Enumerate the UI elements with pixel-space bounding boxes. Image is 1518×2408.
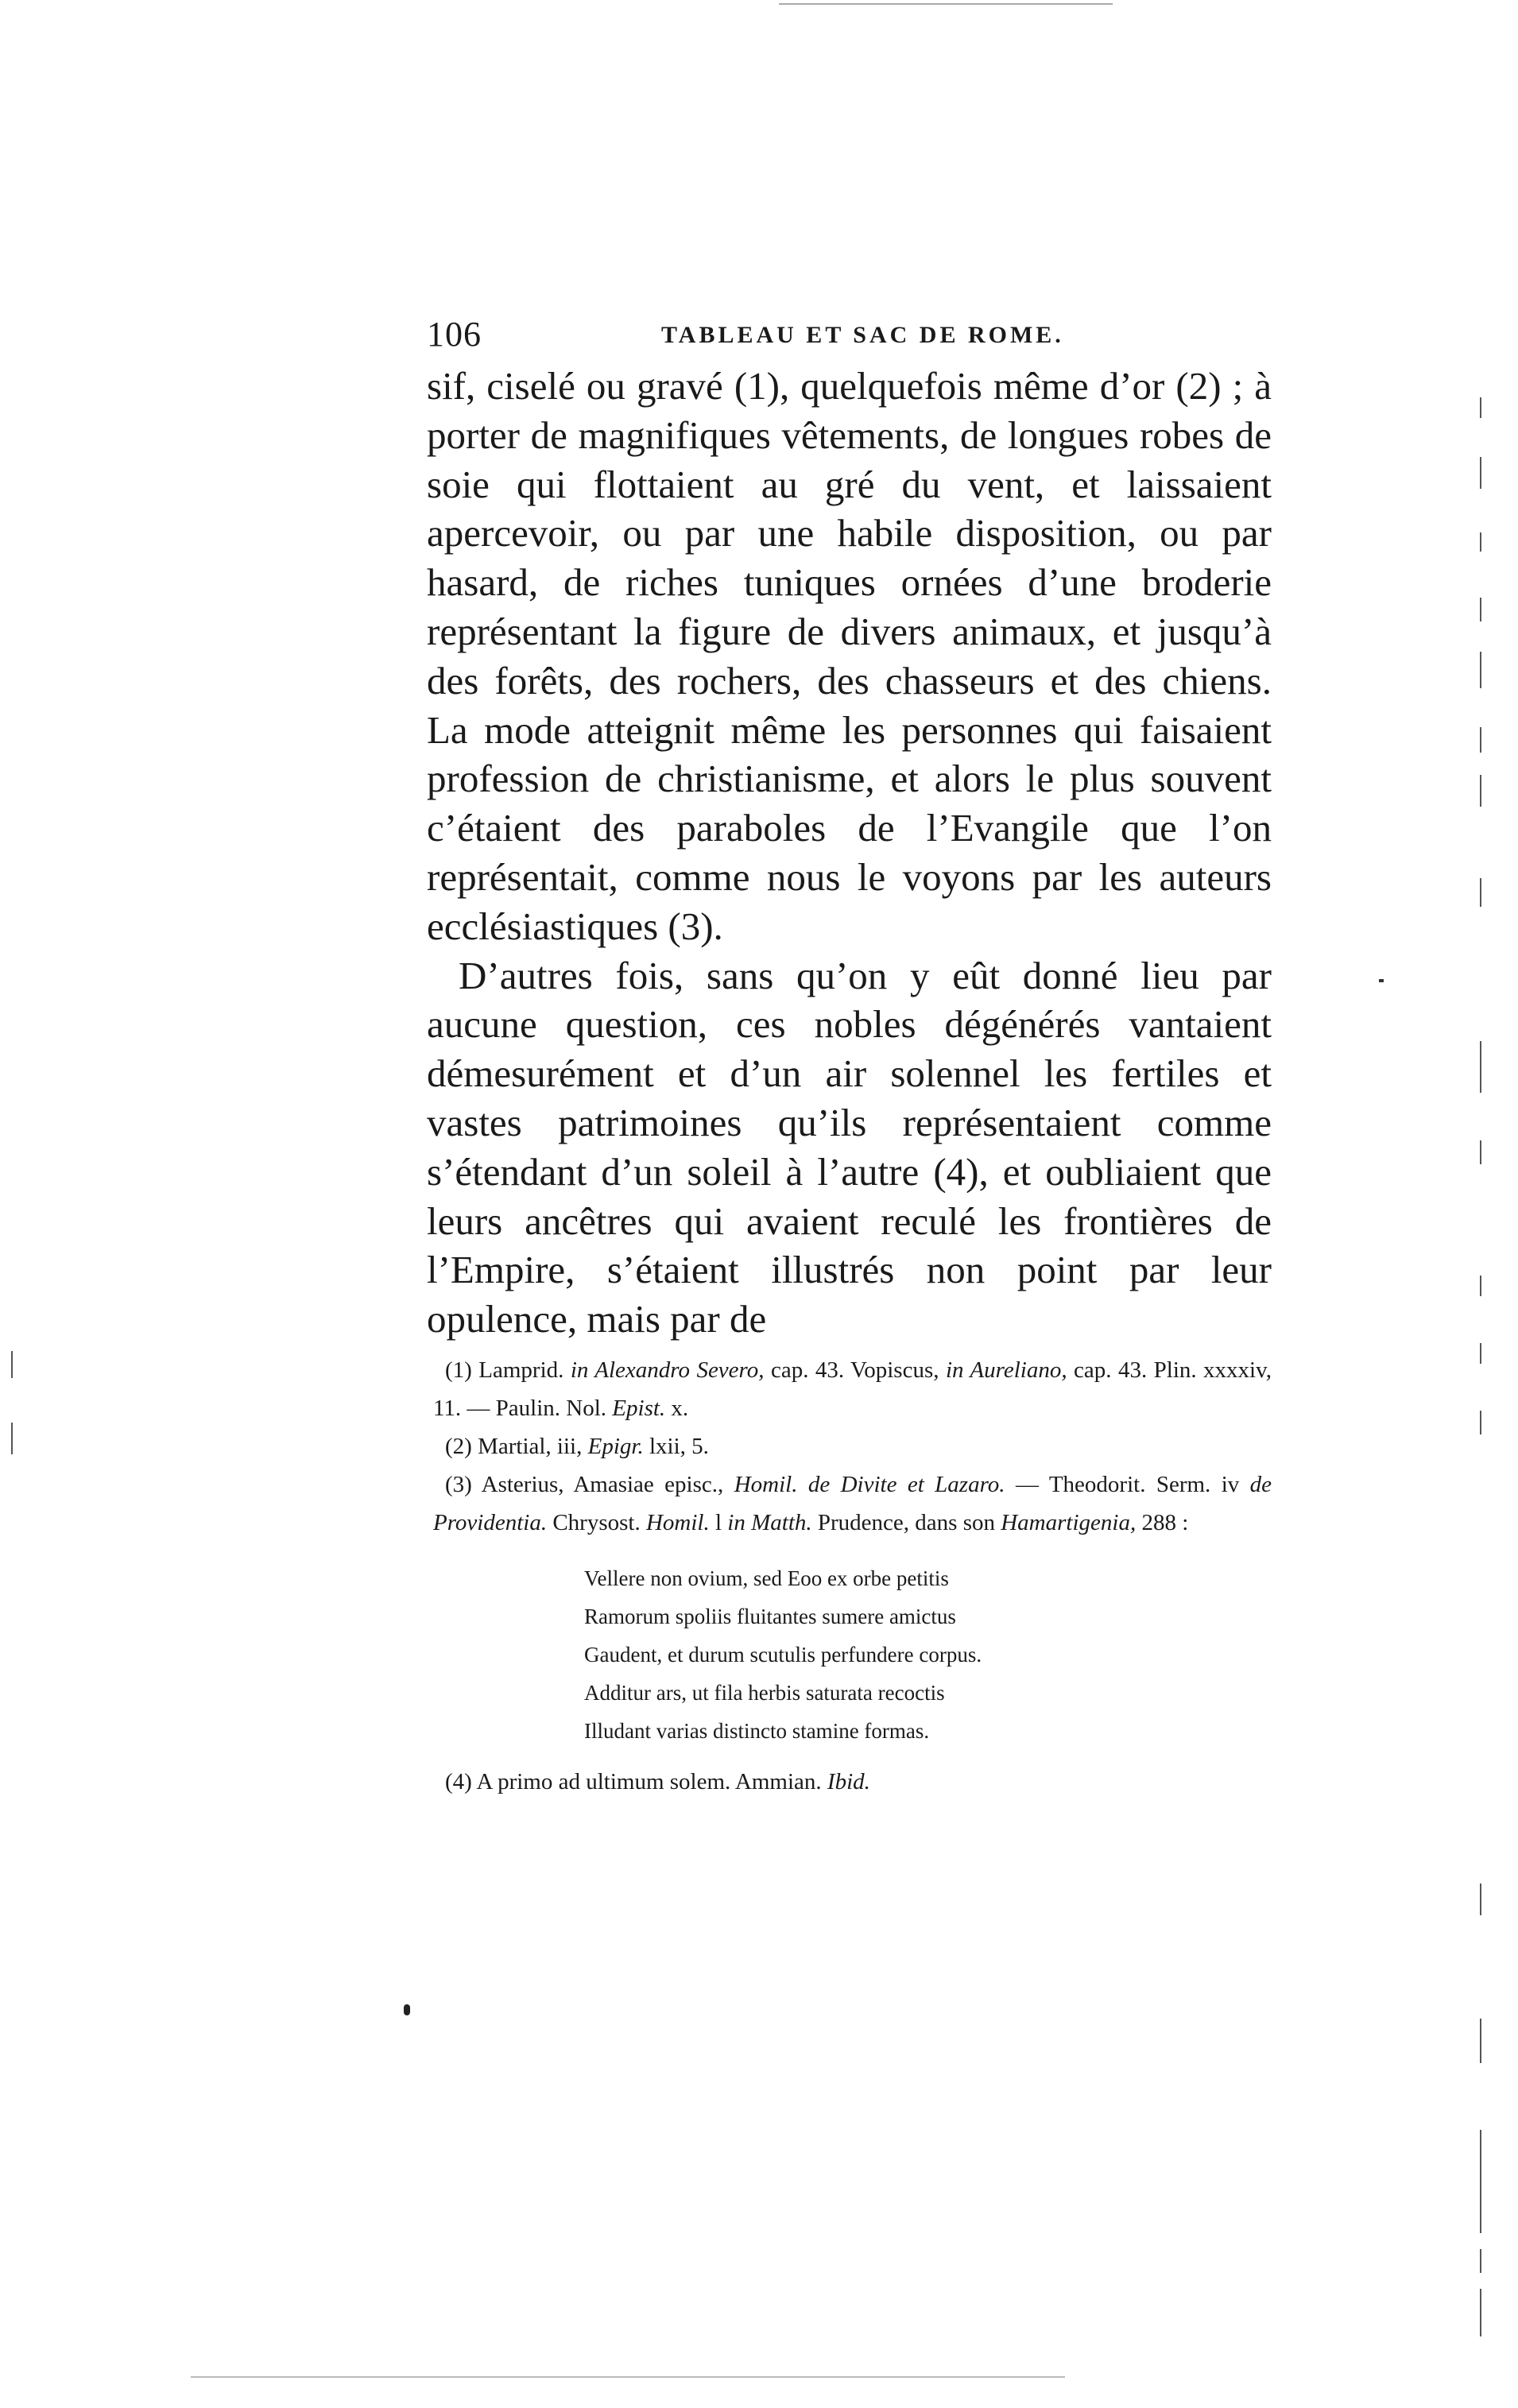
scan-artifact bbox=[404, 2004, 410, 2015]
footnote-italic: Homil. bbox=[645, 1510, 710, 1535]
footnote-2 bbox=[433, 1427, 1272, 1465]
footnote-text: x. bbox=[671, 1396, 689, 1421]
footnote-italic: Ibid. bbox=[827, 1769, 870, 1794]
footnotes bbox=[433, 1351, 1272, 1801]
footnote-italic: Homil. de Divite et Lazaro. bbox=[734, 1472, 1005, 1497]
page-number: 106 bbox=[427, 315, 482, 354]
scan-artifact bbox=[1480, 598, 1481, 621]
footnote-italic: Epigr. bbox=[587, 1434, 644, 1459]
footnote-italic: in Matth. bbox=[727, 1510, 812, 1535]
scan-artifact bbox=[1480, 652, 1481, 688]
scan-artifact bbox=[1480, 2249, 1481, 2273]
footnote-text: Martial, iii, bbox=[478, 1434, 583, 1459]
footnote-text: Chrysost. bbox=[552, 1510, 641, 1535]
footnote-text: lxii, 5. bbox=[649, 1434, 709, 1459]
scan-artifact bbox=[1480, 457, 1481, 489]
verse-line: Gaudent, et durum scutulis perfundere corpus. bbox=[584, 1643, 982, 1667]
verse-line: Illudant varias distincto stamine formas. bbox=[584, 1719, 930, 1743]
scan-artifact bbox=[1480, 2289, 1481, 2336]
footnote-text: l bbox=[714, 1510, 722, 1535]
footnote-text: cap. 43. Plin. xxxxiv, 11. — Paulin. Nol. bbox=[433, 1357, 1272, 1421]
scan-artifact bbox=[1379, 979, 1384, 982]
scan-artifact bbox=[11, 1423, 13, 1454]
footnote-text: A primo ad ultimum solem. Ammian. bbox=[476, 1769, 822, 1794]
scan-artifact bbox=[191, 2376, 1065, 2378]
scan-artifact bbox=[1480, 1140, 1481, 1164]
verse-line: Vellere non ovium, sed Eoo ex orbe petitis bbox=[584, 1566, 949, 1590]
footnote-text: Asterius, Amasiae episc., bbox=[481, 1472, 724, 1497]
footnote-italic: Epist. bbox=[612, 1396, 666, 1421]
footnote-number: (1) bbox=[445, 1357, 472, 1383]
footnote-number: (4) bbox=[445, 1769, 472, 1794]
scan-artifact bbox=[1480, 775, 1481, 807]
scan-artifact bbox=[1480, 532, 1481, 552]
footnote-text: — Theodorit. Serm. iv bbox=[1015, 1472, 1240, 1497]
running-head bbox=[427, 314, 1269, 362]
footnote-1 bbox=[433, 1351, 1272, 1427]
scan-artifact bbox=[1480, 727, 1481, 753]
verse-quotation bbox=[584, 1559, 1272, 1750]
footnote-italic: de Providentia. bbox=[433, 1472, 1272, 1535]
paragraph-1: sif, ciselé ou gravé (1), quelquefois même d’or (2) ; à porter de magnifiques vêtements, de longues robes de soie qui flottaient au gré du vent, et laissaient apercevoir, ou par une habile disposition, ou par hasard, de riches tuniques ornées d’une broderie représentant la figure de divers animaux, et jusqu’à des forêts, des rochers, des chasseurs et des chiens. La mode atteignit même les personnes qui faisaient profession de christianisme, et alors le plus souvent c’étaient des paraboles de l’Evangile que l’on représentait, comme nous le voyons par les auteurs ecclésiastiques (3). bbox=[427, 364, 1272, 948]
scan-artifact bbox=[1480, 1411, 1481, 1434]
footnote-italic: in Alexandro Severo, bbox=[570, 1357, 765, 1383]
scan-artifact bbox=[1480, 2130, 1481, 2233]
body-text bbox=[427, 362, 1272, 1344]
verse-line: Additur ars, ut fila herbis saturata recoctis bbox=[584, 1681, 945, 1705]
scan-artifact bbox=[1480, 1276, 1481, 1296]
scan-artifact bbox=[1480, 2019, 1481, 2063]
verse-line: Ramorum spoliis fluitantes sumere amictus bbox=[584, 1605, 956, 1628]
scan-artifact bbox=[1480, 1883, 1481, 1915]
footnote-italic: in Aureliano, bbox=[945, 1357, 1067, 1383]
scan-artifact bbox=[1480, 1343, 1481, 1364]
footnote-italic: Hamartigenia, bbox=[1001, 1510, 1137, 1535]
scan-artifact bbox=[11, 1351, 13, 1378]
footnote-number: (2) bbox=[445, 1434, 472, 1459]
paragraph-2: D’autres fois, sans qu’on y eût donné lieu par aucune question, ces nobles dégénérés vantaient démesurément et d’un air solennel les fertiles et vastes patrimoines qu’ils représentaient comme s’étendant d’un soleil à l’autre (4), et oubliaient que leurs ancêtres qui avaient reculé les frontières de l’Empire, s’étaient illustrés non point par leur opulence, mais par de bbox=[427, 953, 1272, 1341]
footnote-text: Lamprid. bbox=[478, 1357, 564, 1383]
footnote-4 bbox=[433, 1763, 1272, 1801]
footnote-number: (3) bbox=[445, 1472, 472, 1497]
footnote-text: cap. 43. Vopiscus, bbox=[770, 1357, 939, 1383]
scan-artifact bbox=[1480, 397, 1481, 418]
scan-artifact bbox=[1480, 878, 1481, 907]
running-title: TABLEAU ET SAC DE ROME. bbox=[661, 322, 1064, 348]
footnote-text: 288 : bbox=[1141, 1510, 1189, 1535]
scan-artifact bbox=[1480, 1041, 1481, 1093]
footnote-3 bbox=[433, 1465, 1272, 1542]
footnote-text: Prudence, dans son bbox=[817, 1510, 995, 1535]
scan-artifact bbox=[779, 3, 1113, 5]
